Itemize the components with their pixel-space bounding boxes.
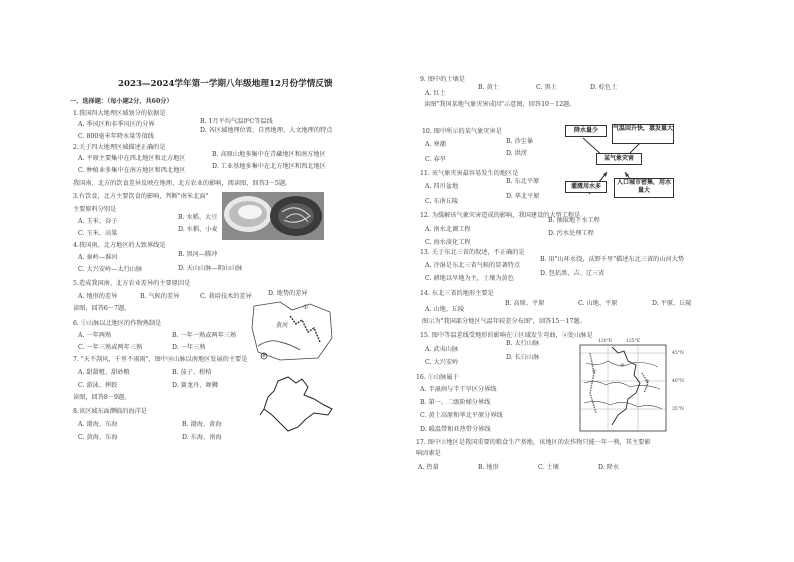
flow-box-urban-use: 人口城市密集，用水量大 bbox=[614, 178, 674, 198]
option: D. 暖温带和亚热带分界线 bbox=[420, 426, 491, 433]
option: B. 第一、二级阶梯分界线 bbox=[420, 399, 491, 406]
flow-box-disaster: 某气象灾害 bbox=[596, 153, 642, 165]
option: D. 包括黑、吉、辽三省 bbox=[540, 270, 605, 277]
option: C. 黄土高原和华北平原分界线 bbox=[420, 412, 503, 419]
option: B. 抽取地下水工程 bbox=[548, 217, 600, 224]
option: B. 黄土 bbox=[478, 84, 499, 91]
option: B. 茄子、柑桔 bbox=[172, 369, 212, 376]
question-5: 5.造成我国南、北方农业差异的主要原因是 bbox=[73, 280, 191, 287]
option: C. 黑土 bbox=[536, 84, 557, 91]
option: C. 土壤 bbox=[538, 464, 559, 471]
option: B. 水稻、大豆 bbox=[178, 214, 218, 221]
reading-prompt: 我国南、北方的饮食差异反映在地理、北方农业的影响，阅读图，回答3－5题。 bbox=[73, 180, 292, 187]
option: C. 黄海、东海 bbox=[78, 434, 118, 441]
option: B. 1月平均气温0℃等温线 bbox=[200, 118, 273, 125]
option: B. 太行山脉 bbox=[506, 340, 540, 347]
option: B. 高原山地多集中在青藏地区和南方地区 bbox=[212, 151, 326, 158]
option: C. 种植业多集中在南方地区和西北地区 bbox=[78, 167, 186, 174]
option: B. 地形 bbox=[478, 464, 499, 471]
option: D. 东海、南海 bbox=[182, 434, 222, 441]
option: D. 天山山脉—阴山山脉 bbox=[178, 265, 243, 272]
option: C. 大兴安岭—太行山脉 bbox=[78, 266, 143, 273]
option: A. 热量 bbox=[418, 464, 439, 471]
option: A. 平原主要集中在西北地区和北方地区 bbox=[78, 155, 186, 162]
isotherm-map bbox=[578, 343, 670, 435]
option: C. 大兴安岭 bbox=[425, 359, 459, 366]
option: A. 红土 bbox=[425, 90, 446, 97]
option: C. 玉米、高粱 bbox=[78, 230, 118, 237]
option: D. 棕色土 bbox=[590, 84, 618, 91]
map-lat-40: 40°N bbox=[672, 379, 684, 384]
option: A. 山地、丘陵 bbox=[425, 306, 465, 313]
map-lat-45: 45°N bbox=[672, 351, 684, 356]
question-15: 15. 图中等温差线受地形的影响在①区域发生弯曲，②处山脉是 bbox=[420, 332, 593, 339]
map-mark-1: ① bbox=[592, 369, 597, 375]
question-7: 7. "天不刮风，千里不雨雨"，图中⑩山脉以南地区发展的主要是 bbox=[73, 356, 248, 363]
option: A. 南水北调工程 bbox=[425, 226, 471, 233]
option: D. 洪涝 bbox=[506, 150, 528, 157]
option: A. 甜甜橙、甜砂粮 bbox=[78, 369, 130, 376]
reading-prompt: 读图，回答8－9题。 bbox=[73, 394, 131, 401]
region-map bbox=[258, 375, 336, 433]
reading-prompt: 读图，回答6－7题。 bbox=[73, 305, 131, 312]
exam-title: 2023—2024学年第一学期八年级地理12月份学情反馈 bbox=[118, 79, 333, 89]
option: C. 海水淡化工程 bbox=[425, 239, 471, 246]
map-label-mark1: ① bbox=[303, 304, 309, 311]
option: B. 一年一熟或两年三熟 bbox=[172, 332, 237, 339]
option: A. 寒潮 bbox=[425, 141, 446, 148]
map-mark-3: ③ bbox=[620, 363, 625, 369]
option: A. 渤海、东海 bbox=[78, 421, 118, 428]
map-lon-120: 120°E bbox=[598, 339, 613, 344]
food-photo bbox=[222, 192, 324, 240]
question-17-cont: 响因素是 bbox=[416, 450, 441, 457]
question-17: 17. 图中③地区是我国重要的粮食生产基地，该地区的农作物只能一年一熟，其主要影 bbox=[416, 439, 651, 446]
option: A. 武夷山脉 bbox=[425, 346, 459, 353]
option: D. 降水 bbox=[598, 464, 620, 471]
question-8: 8.该区域东面濒临的海洋是 bbox=[73, 408, 147, 415]
option: C. 东南丘陵 bbox=[425, 198, 459, 205]
question-12: 12. 为缓解该气象灾害造成的影响，我国建设的大型工程是 bbox=[420, 212, 581, 219]
option: C. 春旱 bbox=[425, 156, 446, 163]
question-13: 13. 关于东北三省的叙述，不正确的是 bbox=[420, 249, 525, 256]
option: D. 水稻、小麦 bbox=[178, 226, 218, 233]
option: D. 赛龙舟、舞狮 bbox=[172, 382, 218, 389]
option: D. 华北平原 bbox=[506, 193, 540, 200]
question-6: 6. ①山脉以北地区的作物熟制是 bbox=[73, 320, 162, 327]
question-16: 16. ①山脉属于 bbox=[416, 374, 459, 381]
option: B. 用"山环水绕，沃野千里"描述东北三省的山河大势 bbox=[540, 256, 685, 263]
map-label-river: 黄河 bbox=[276, 322, 289, 329]
question-10: 10. 图中所示的某气象灾害是 bbox=[422, 128, 502, 135]
option: C. 一年三熟或两年三熟 bbox=[78, 344, 143, 351]
option: A. 玉米、谷子 bbox=[78, 218, 118, 225]
question-3-cont: 主要原料分别是 bbox=[73, 206, 117, 213]
option: D. 长白山脉 bbox=[506, 354, 540, 361]
map-label-mark2: ② bbox=[261, 352, 267, 359]
option: B. 渤海、黄海 bbox=[182, 421, 222, 428]
reading-prompt: 读图"我国某地气象灾害成因"示意图，回答10－12题。 bbox=[424, 101, 576, 108]
question-4: 4.我国南、北方地区的大致界线是 bbox=[73, 242, 166, 249]
section-heading: 一、选择题：（每小题2分，共60分） bbox=[70, 98, 173, 105]
option: B. 黑河—腾冲 bbox=[178, 251, 218, 258]
option: B. 沙尘暴 bbox=[506, 138, 534, 145]
option: A. 秦岭—淮河 bbox=[78, 254, 118, 261]
option: A. 冷湿是东北三省气候的显著特点 bbox=[425, 262, 521, 269]
question-2: 2.关于四大地理区域描述正确的是 bbox=[73, 144, 166, 151]
question-9: 9. 图中的土壤是 bbox=[420, 76, 465, 83]
option: D. 各区域地理位置、自然地理、人文地理的特点 bbox=[200, 127, 333, 134]
question-3: 3.有饮食，北方主要饮食的影响，判断"南米北面" bbox=[73, 193, 209, 200]
option: A. 一年两熟 bbox=[78, 332, 112, 339]
option: D. 地势的差异 bbox=[268, 290, 308, 297]
flow-box-irrigation: 灌溉用水多 bbox=[565, 181, 607, 193]
option: B. 东北平原 bbox=[506, 178, 540, 185]
option: C. 游泳、摔跤 bbox=[78, 382, 118, 389]
option: A. 地形的差异 bbox=[78, 293, 118, 300]
option: A. 四川盆地 bbox=[425, 183, 459, 190]
option: C. 800毫米年降水量等值线 bbox=[78, 133, 154, 140]
option: D. 一年三熟 bbox=[172, 344, 206, 351]
map-lat-35: 35°N bbox=[672, 407, 684, 412]
option: A. 半湿润与半干旱区分界线 bbox=[420, 386, 497, 393]
question-11: 11. 该气象灾害最容易发生的地区是 bbox=[420, 170, 519, 177]
map-lon-125: 125°E bbox=[626, 339, 641, 344]
flow-box-temp-rise: 气温回升快，蒸发量大 bbox=[612, 124, 674, 144]
option: C. 山地、平原 bbox=[578, 300, 618, 307]
reading-prompt: 图示为"我国部分地区气温年较差分布图"，回答15－17题。 bbox=[422, 318, 586, 325]
map-mark-2: ② bbox=[645, 379, 650, 385]
question-14: 14. 东北三省的地形主要是 bbox=[420, 290, 494, 297]
option: D. 污水处理工程 bbox=[548, 230, 594, 237]
flow-box-low-precip: 降水量少 bbox=[565, 125, 607, 137]
option: D. 平原、丘陵 bbox=[652, 300, 692, 307]
question-1: 1.我国四大地理区域划分的依据是 bbox=[73, 110, 166, 117]
option: C. 耕地以旱地为主，土壤为黄色 bbox=[425, 275, 514, 282]
option: D. 工业基地多集中在北方地区和西北地区 bbox=[212, 163, 326, 170]
option: C. 栽培技术的差异 bbox=[200, 293, 252, 300]
option: B. 高原、平原 bbox=[505, 300, 545, 307]
option: A. 季风区和非季风区的分界 bbox=[78, 121, 155, 128]
option: B. 气候的差异 bbox=[140, 293, 180, 300]
